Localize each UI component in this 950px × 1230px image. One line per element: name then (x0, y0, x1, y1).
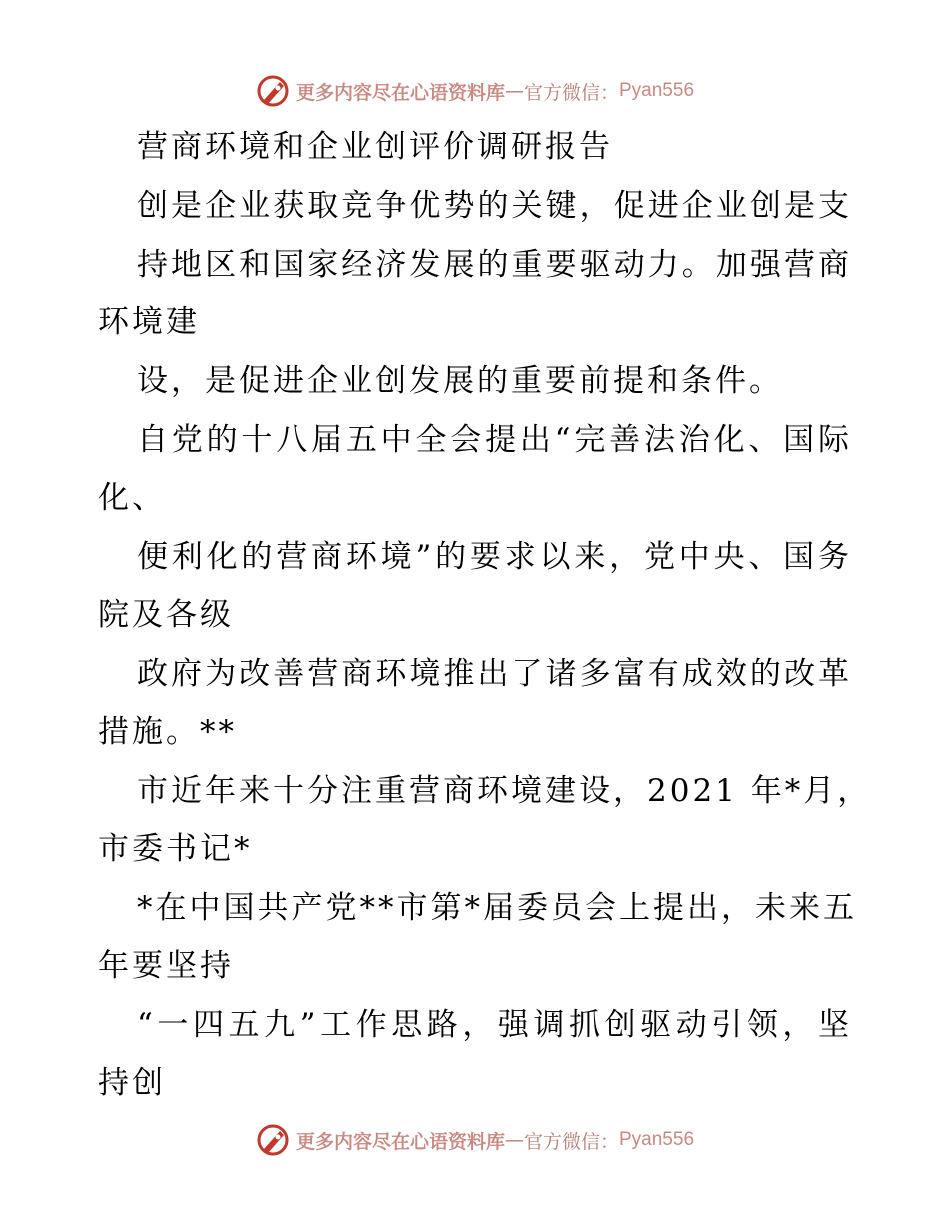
paragraph-line-1: 创是企业获取竞争优势的关键，促进企业创是支 (137, 188, 852, 224)
paragraph-line-11: 市近年来十分注重营商环境建设，2021 年*月， (137, 773, 872, 809)
footer-banner (0, 1120, 950, 1160)
banner-wechat-id: Pyan556 (619, 80, 695, 101)
paragraph-line-12: 市委书记* (98, 831, 253, 867)
paragraph-line-5: 自党的十八届五中全会提出“完善法治化、国际 (137, 422, 852, 458)
paragraph-line-9: 政府为改善营商环境推出了诸多富有成效的改革 (137, 656, 852, 692)
paragraph-line-10: 措施。** (98, 714, 237, 750)
paragraph-line-8: 院及各级 (98, 597, 234, 633)
banner-dash: — (504, 80, 524, 102)
paragraph-line-6: 化、 (98, 480, 166, 516)
footer-dash: — (504, 1129, 524, 1151)
paragraph-line-7: 便利化的营商环境”的要求以来，党中央、国务 (137, 539, 852, 575)
pen-logo-icon (256, 1123, 290, 1157)
footer-wechat-id: Pyan556 (619, 1129, 695, 1150)
banner-wechat-label: 官方微信： (523, 81, 619, 104)
banner-site-text: 更多内容尽在心语资料库 (295, 81, 505, 104)
paragraph-line-3: 环境建 (98, 304, 200, 340)
paragraph-line-14: 年要坚持 (98, 948, 234, 984)
footer-site-text: 更多内容尽在心语资料库 (295, 1130, 505, 1153)
paragraph-line-4: 设，是促进企业创发展的重要前提和条件。 (137, 363, 783, 399)
paragraph-line-13: *在中国共产党**市第*届委员会上提出，未来五 (137, 890, 857, 926)
document-title: 营商环境和企业创评价调研报告 (137, 129, 613, 165)
paragraph-line-15: “一四五九”工作思路，强调抓创驱动引领，坚 (137, 1007, 852, 1043)
paragraph-line-16: 持创 (98, 1065, 166, 1101)
paragraph-line-2: 持地区和国家经济发展的重要驱动力。加强营商 (137, 247, 852, 283)
footer-wechat-label: 官方微信： (523, 1130, 619, 1153)
